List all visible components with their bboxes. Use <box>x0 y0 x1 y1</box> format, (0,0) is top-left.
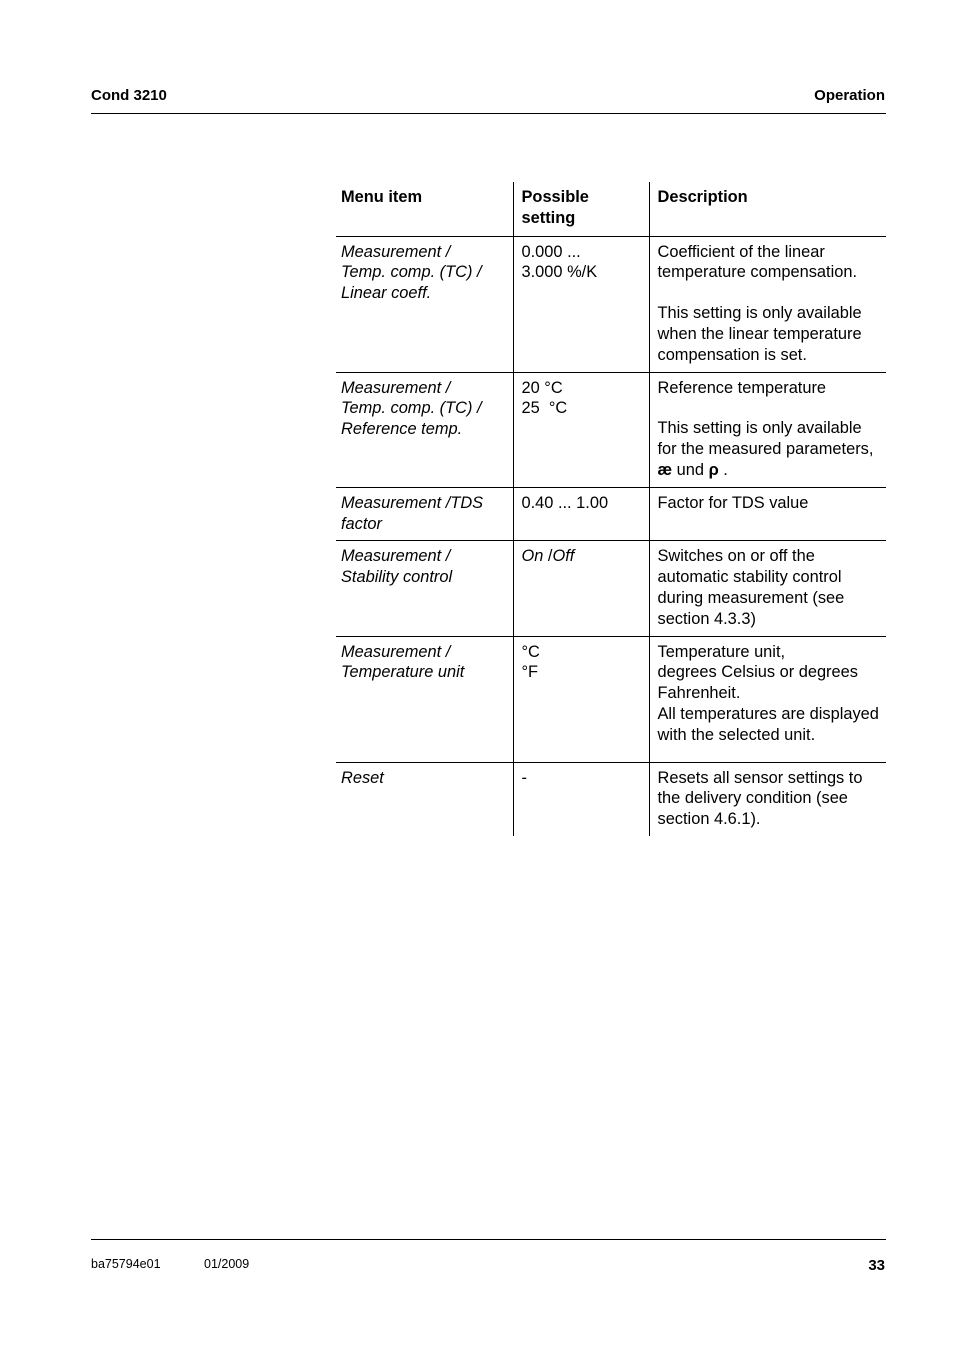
description-joiner: und <box>676 460 704 479</box>
menu-path-part: Stability control <box>341 568 453 587</box>
setting-value: 0.000 ... <box>521 242 581 261</box>
description-cell <box>649 541 886 636</box>
menu-path-part: Measurement /TDS factor <box>341 493 484 533</box>
setting-cell <box>513 372 649 487</box>
conductivity-symbol: æ <box>657 460 673 479</box>
description-text: Reference temperature <box>657 378 827 397</box>
description-note <box>658 418 883 480</box>
menu-item-cell <box>336 762 513 836</box>
setting-value: 20 °C <box>521 378 563 397</box>
setting-cell <box>513 487 649 541</box>
menu-settings-table <box>336 182 886 836</box>
resistivity-symbol: ρ <box>708 460 719 479</box>
setting-value: 3.000 %/K <box>521 263 598 282</box>
table-row <box>336 487 886 541</box>
setting-cell <box>513 541 649 636</box>
menu-path-part: Measurement / <box>341 378 451 397</box>
menu-path-part: Measurement / <box>341 242 451 261</box>
menu-path-part: Linear coeff. <box>341 284 432 303</box>
description-note: This setting is only available when the linear temperature compensation is set. <box>657 304 862 364</box>
menu-path-part: Temp. comp. (TC) / <box>341 399 482 418</box>
menu-item-cell <box>336 487 513 541</box>
description-text: Resets all sensor settings to the delivery condition (see section 4.6.1). <box>657 768 863 829</box>
menu-path-part: Temperature unit <box>341 663 465 682</box>
setting-cell <box>513 636 649 762</box>
menu-path-part: Temp. comp. (TC) / <box>341 263 482 282</box>
description-text: degrees Celsius or degrees Fahrenheit. <box>657 663 858 703</box>
description-text: Switches on or off the automatic stability control during measurement (see section 4.3.3) <box>657 547 845 628</box>
table-row <box>336 372 886 487</box>
running-header-section: Operation <box>814 87 885 104</box>
table-header-row <box>336 182 886 236</box>
description-end: . <box>723 460 728 479</box>
description-text: Temperature unit, <box>657 642 786 661</box>
header-rule <box>91 113 886 114</box>
description-cell <box>649 636 886 762</box>
menu-path-part: Measurement / <box>341 642 451 661</box>
description-cell <box>649 762 886 836</box>
description-cell <box>649 236 886 372</box>
setting-cell <box>513 762 649 836</box>
column-header-description: Description <box>649 182 886 236</box>
menu-path-part: Reset <box>341 768 384 787</box>
setting-value: °C <box>521 642 540 661</box>
column-header-possible-setting: Possible setting <box>513 182 649 236</box>
description-note-text: This setting is only available for the measured parameters, <box>657 419 874 459</box>
menu-path-part: Measurement / <box>341 547 451 566</box>
menu-path-part: Reference temp. <box>341 420 463 439</box>
footer-date: 01/2009 <box>204 1257 250 1271</box>
description-text: Coefficient of the linear temperature compensation. <box>657 242 858 282</box>
footer-document-id: ba75794e01 <box>91 1257 161 1271</box>
setting-off-option: Off <box>552 547 575 566</box>
running-header-title: Cond 3210 <box>91 87 167 104</box>
table-row <box>336 636 886 762</box>
setting-value: °F <box>521 663 539 682</box>
description-cell <box>649 487 886 541</box>
footer-rule <box>91 1239 886 1240</box>
menu-item-cell <box>336 636 513 762</box>
setting-on-option: On <box>521 547 544 566</box>
menu-item-cell <box>336 372 513 487</box>
page-number: 33 <box>868 1257 885 1274</box>
table-row <box>336 541 886 636</box>
setting-value: - <box>521 768 527 787</box>
description-text: All temperatures are displayed with the selected unit. <box>657 704 879 744</box>
setting-cell <box>513 236 649 372</box>
description-cell <box>649 372 886 487</box>
menu-item-cell <box>336 236 513 372</box>
setting-value: 0.40 ... 1.00 <box>521 493 609 512</box>
setting-value: 25 °C <box>521 399 568 418</box>
table-row <box>336 236 886 372</box>
table-row <box>336 762 886 836</box>
description-text: Factor for TDS value <box>657 493 809 512</box>
column-header-menu-item: Menu item <box>336 182 513 236</box>
setting-separator: / <box>543 547 553 566</box>
menu-item-cell <box>336 541 513 636</box>
